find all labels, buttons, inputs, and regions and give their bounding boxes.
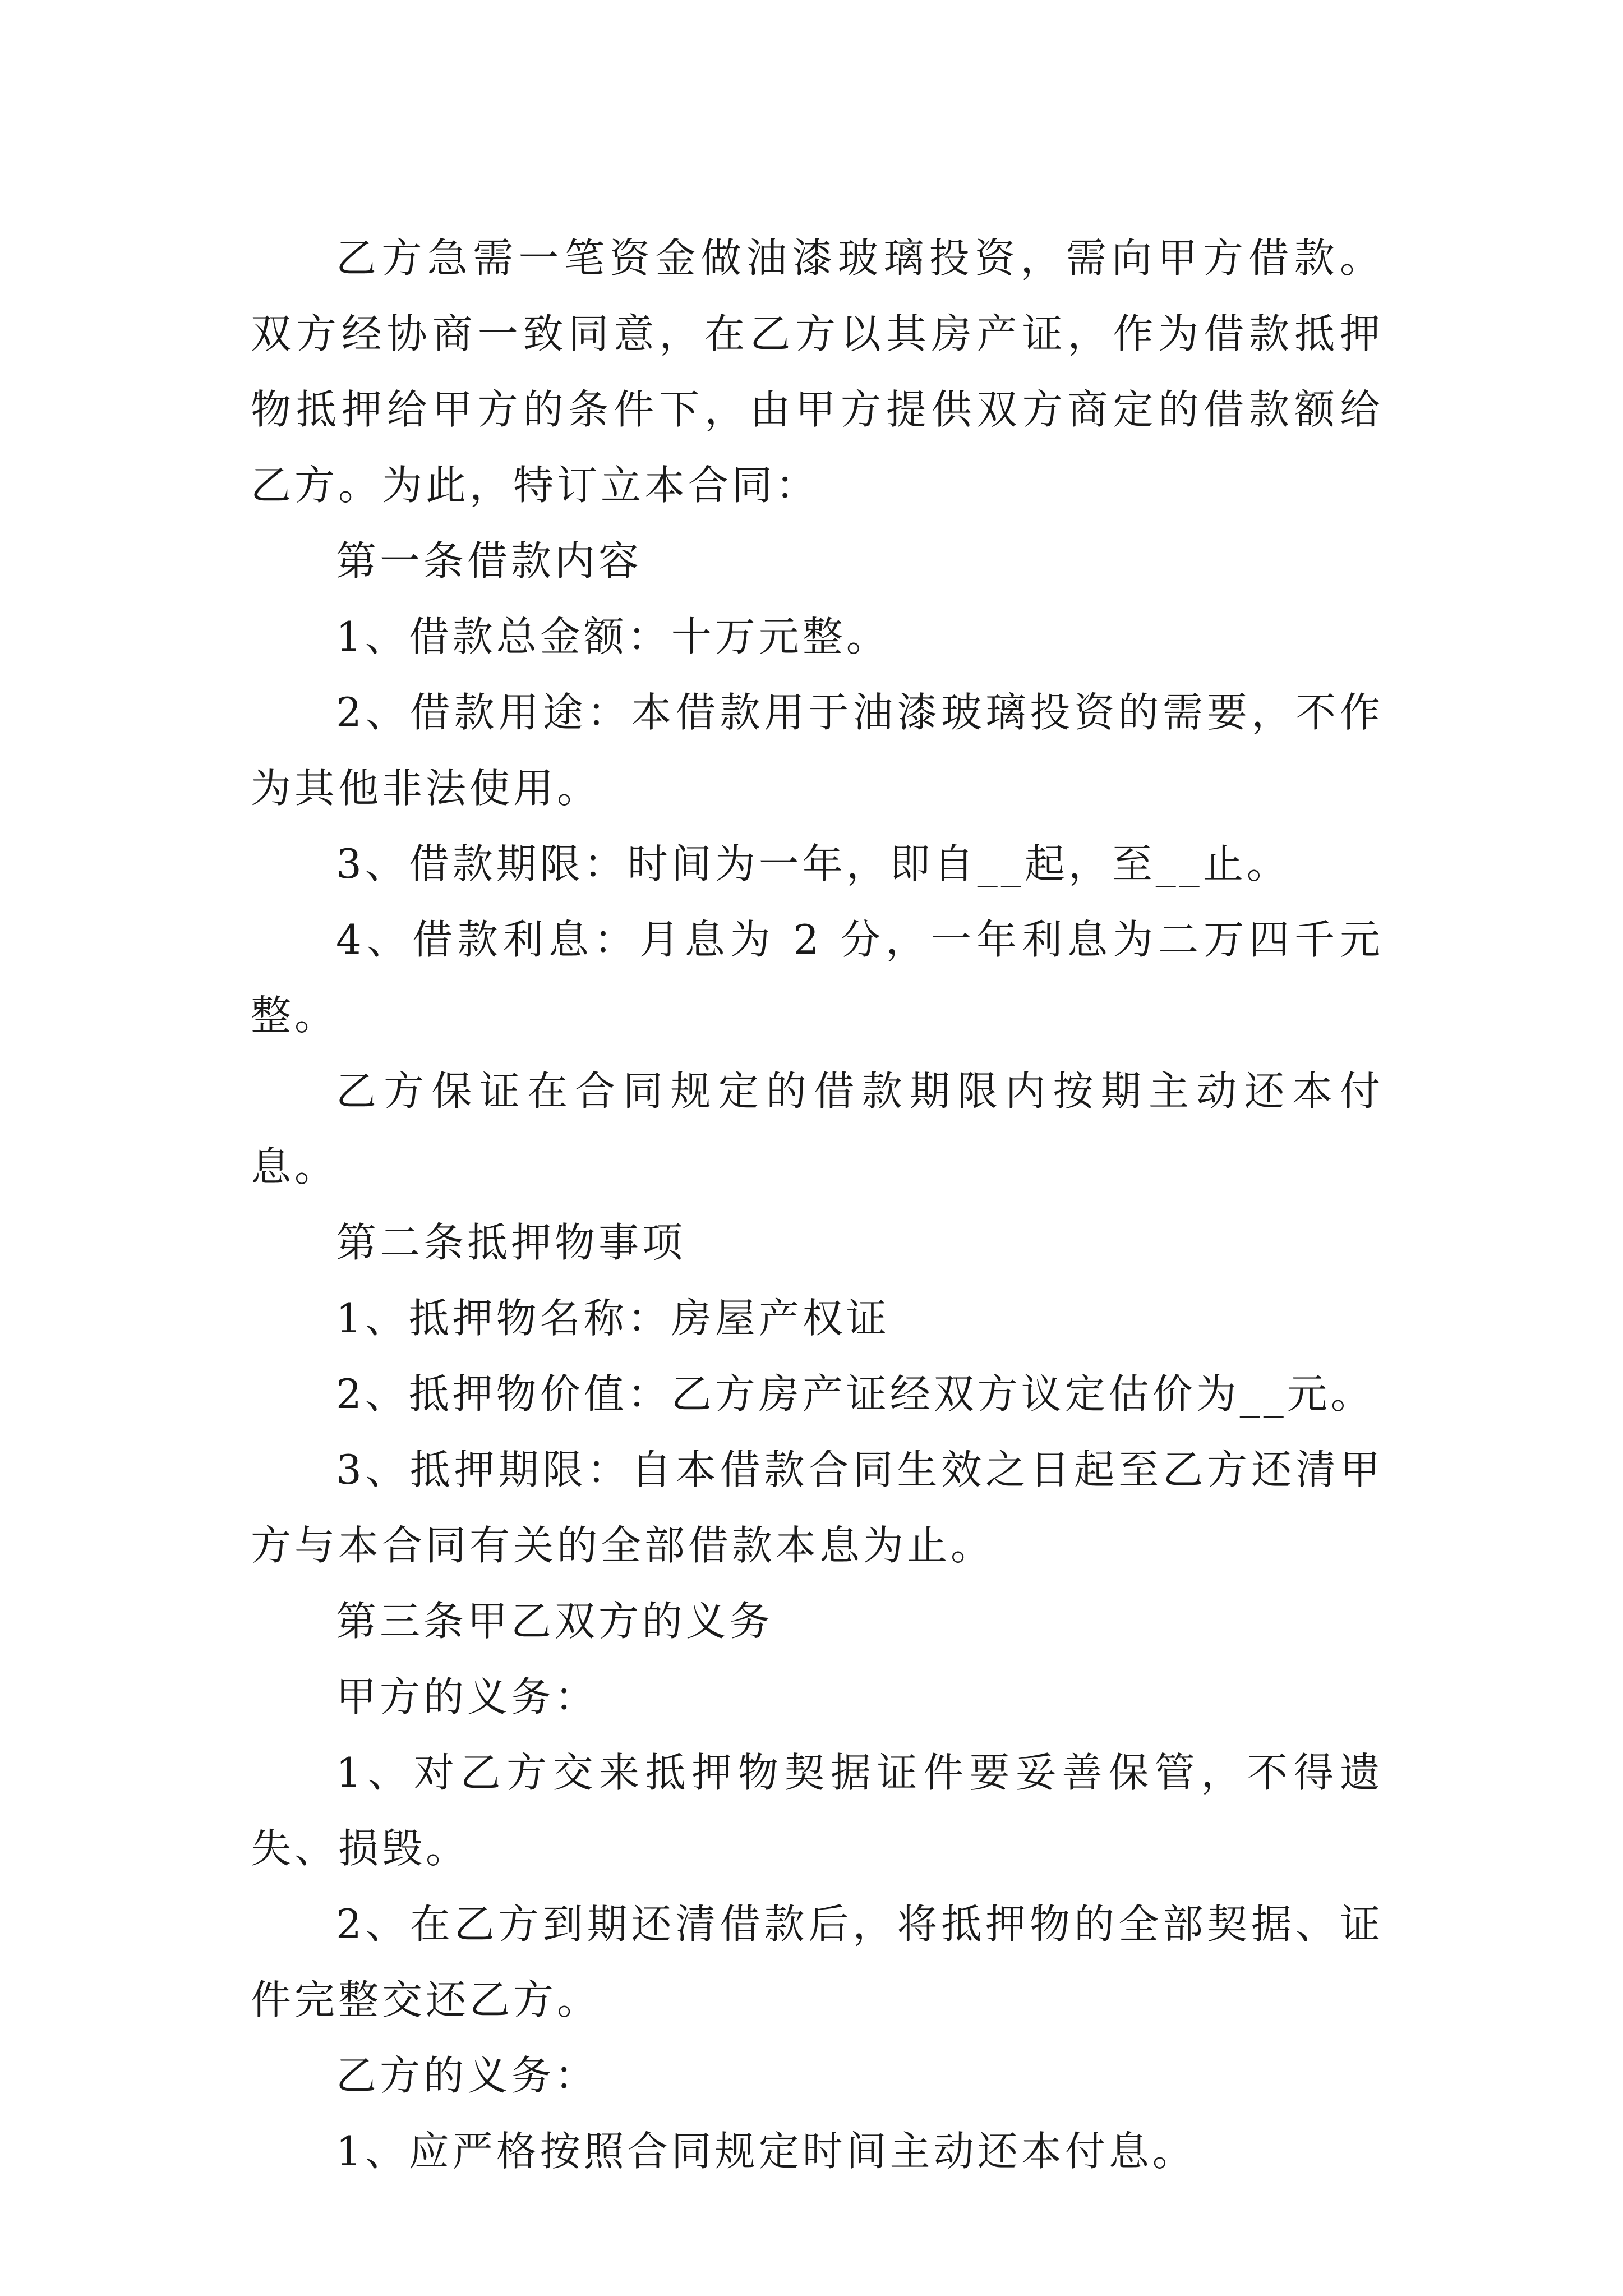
article-2-item-2: 2、抵押物价值：乙方房产证经双方议定估价为__元。 xyxy=(336,1370,1375,1418)
party-b-obligation-1: 1、应严格按照合同规定时间主动还本付息。 xyxy=(336,2128,1196,2175)
article-3-heading: 第三条甲乙双方的义务 xyxy=(336,1598,774,1645)
article-2-heading: 第二条抵押物事项 xyxy=(336,1219,686,1266)
intro-paragraph: 乙方急需一笔资金做油漆玻璃投资，需向甲方借款。双方经协商一致同意，在乙方以其房产证，作为借款抵押物抵押给甲方的条件下，由甲方提供双方商定的借款额给乙方。为此，特订立本合同： xyxy=(251,234,1384,509)
party-a-obligation-2: 2、在乙方到期还清借款后，将抵押物的全部契据、证件完整交还乙方。 xyxy=(251,1901,1384,2023)
article-1-item-1: 1、借款总金额：十万元整。 xyxy=(336,613,890,660)
article-1-item-4: 4、借款利息：月息为 2 分，一年利息为二万四千元整。 xyxy=(251,916,1384,1039)
article-1-heading: 第一条借款内容 xyxy=(336,537,643,585)
article-2-item-3: 3、抵押期限：自本借款合同生效之日起至乙方还清甲方与本合同有关的全部借款本息为止。 xyxy=(251,1446,1384,1569)
article-1-item-3: 3、借款期限：时间为一年，即自__起，至__止。 xyxy=(336,840,1290,887)
article-1-item-2: 2、借款用途：本借款用于油漆玻璃投资的需要，不作为其他非法使用。 xyxy=(251,689,1384,812)
party-b-obligations-heading: 乙方的义务： xyxy=(336,2052,599,2099)
repayment-guarantee: 乙方保证在合同规定的借款期限内按期主动还本付息。 xyxy=(251,1068,1384,1190)
article-2-item-1: 1、抵押物名称：房屋产权证 xyxy=(336,1295,890,1342)
document-body xyxy=(251,220,1384,2189)
party-a-obligations-heading: 甲方的义务： xyxy=(336,1673,599,1720)
party-a-obligation-1: 1、对乙方交来抵押物契据证件要妥善保管，不得遗失、损毁。 xyxy=(251,1749,1384,1872)
